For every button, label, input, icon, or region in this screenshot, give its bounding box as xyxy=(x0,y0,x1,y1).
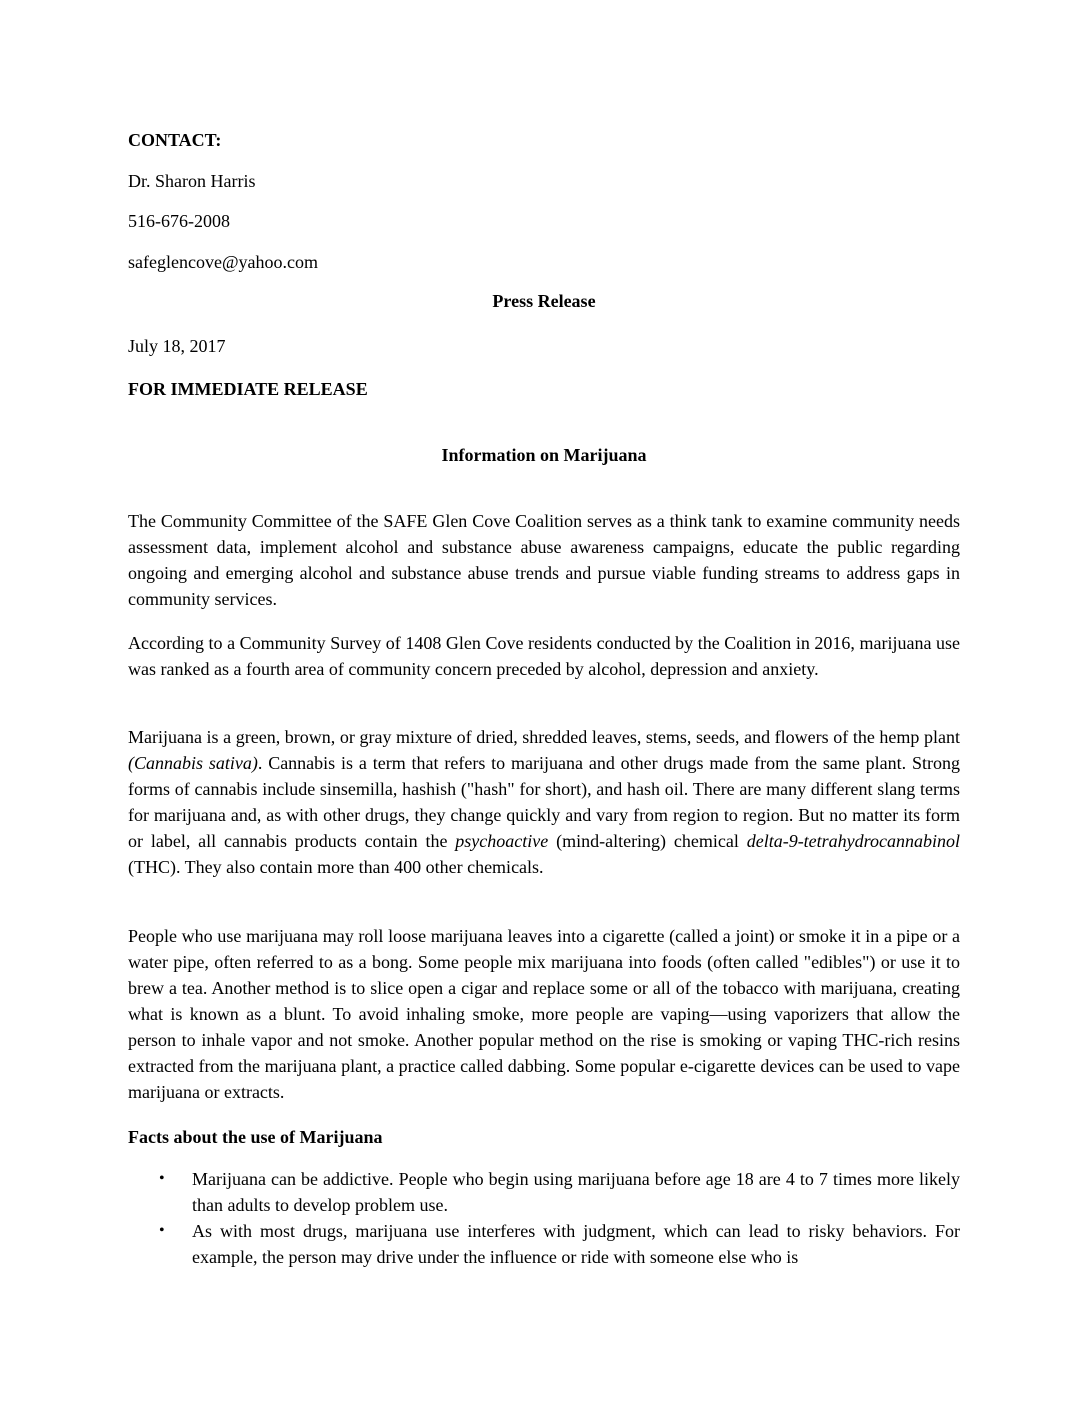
definition-text-2: . Cannabis is a term that refers to marijuana and other drugs made from the same plant. Strong forms of cannabis include sinsemilla, hashish ("hash" for short), and hash oil. There are many different slang terms for marijuana and, as with other drugs, they change quickly and vary from region to region. But no matter its form or label, all cannabis products contain the xyxy=(128,753,960,851)
facts-list xyxy=(128,1166,960,1270)
fact-text: Marijuana can be addictive. People who begin using marijuana before age 18 are 4 to 7 times more likely than adults to develop problem use. xyxy=(192,1169,960,1215)
bullet-icon: • xyxy=(159,1222,165,1239)
definition-text-1: Marijuana is a green, brown, or gray mixture of dried, shredded leaves, stems, seeds, and flowers of the hemp plant xyxy=(128,727,960,747)
contact-name: Dr. Sharon Harris xyxy=(128,171,256,191)
fact-text: As with most drugs, marijuana use interferes with judgment, which can lead to risky behaviors. For example, the person may drive under the influence or ride with someone else who is xyxy=(192,1221,960,1267)
contact-email: safeglencove@yahoo.com xyxy=(128,252,319,272)
bullet-icon: • xyxy=(159,1170,165,1187)
release-date: July 18, 2017 xyxy=(128,336,226,356)
scientific-name: (Cannabis sativa) xyxy=(128,753,258,773)
term-thc: delta-9-tetrahydrocannabinol xyxy=(746,831,960,851)
paragraph-coalition: The Community Committee of the SAFE Glen Cove Coalition serves as a think tank to examine community needs assessment data, implement alcohol and substance abuse awareness campaigns, educate the public regarding ongoing and emerging alcohol and substance abuse trends and pursue viable funding streams to address gaps in community services. xyxy=(128,511,960,609)
release-notice: FOR IMMEDIATE RELEASE xyxy=(128,379,368,399)
definition-text-3: (mind-altering) chemical xyxy=(548,831,747,851)
page-title: Information on Marijuana xyxy=(441,445,647,465)
contact-heading: CONTACT: xyxy=(128,130,222,150)
facts-heading: Facts about the use of Marijuana xyxy=(128,1127,383,1147)
term-psychoactive: psychoactive xyxy=(455,831,549,851)
paragraph-methods: People who use marijuana may roll loose marijuana leaves into a cigarette (called a joint) or smoke it in a pipe or a water pipe, often referred to as a bong. Some people mix marijuana into foods (often called "edibles") or use it to brew a tea. Another method is to slice open a cigar and replace some or all of the tobacco with marijuana, creating what is known as a blunt. To avoid inhaling smoke, more people are vaping—using vaporizers that allow the person to inhale vapor and not smoke. Another popular method on the rise is smoking or vaping THC-rich resins extracted from the marijuana plant, a practice called dabbing. Some popular e-cigarette devices can be used to vape marijuana or extracts. xyxy=(128,926,960,1102)
paragraph-definition xyxy=(128,724,960,880)
paragraph-survey: According to a Community Survey of 1408 Glen Cove residents conducted by the Coalition in 2016, marijuana use was ranked as a fourth area of community concern preceded by alcohol, depression and anxiety. xyxy=(128,633,960,679)
list-item xyxy=(128,1218,960,1270)
list-item xyxy=(128,1166,960,1218)
definition-text-4: (THC). They also contain more than 400 other chemicals. xyxy=(128,857,544,877)
document-type: Press Release xyxy=(492,291,596,311)
contact-phone: 516-676-2008 xyxy=(128,211,230,231)
